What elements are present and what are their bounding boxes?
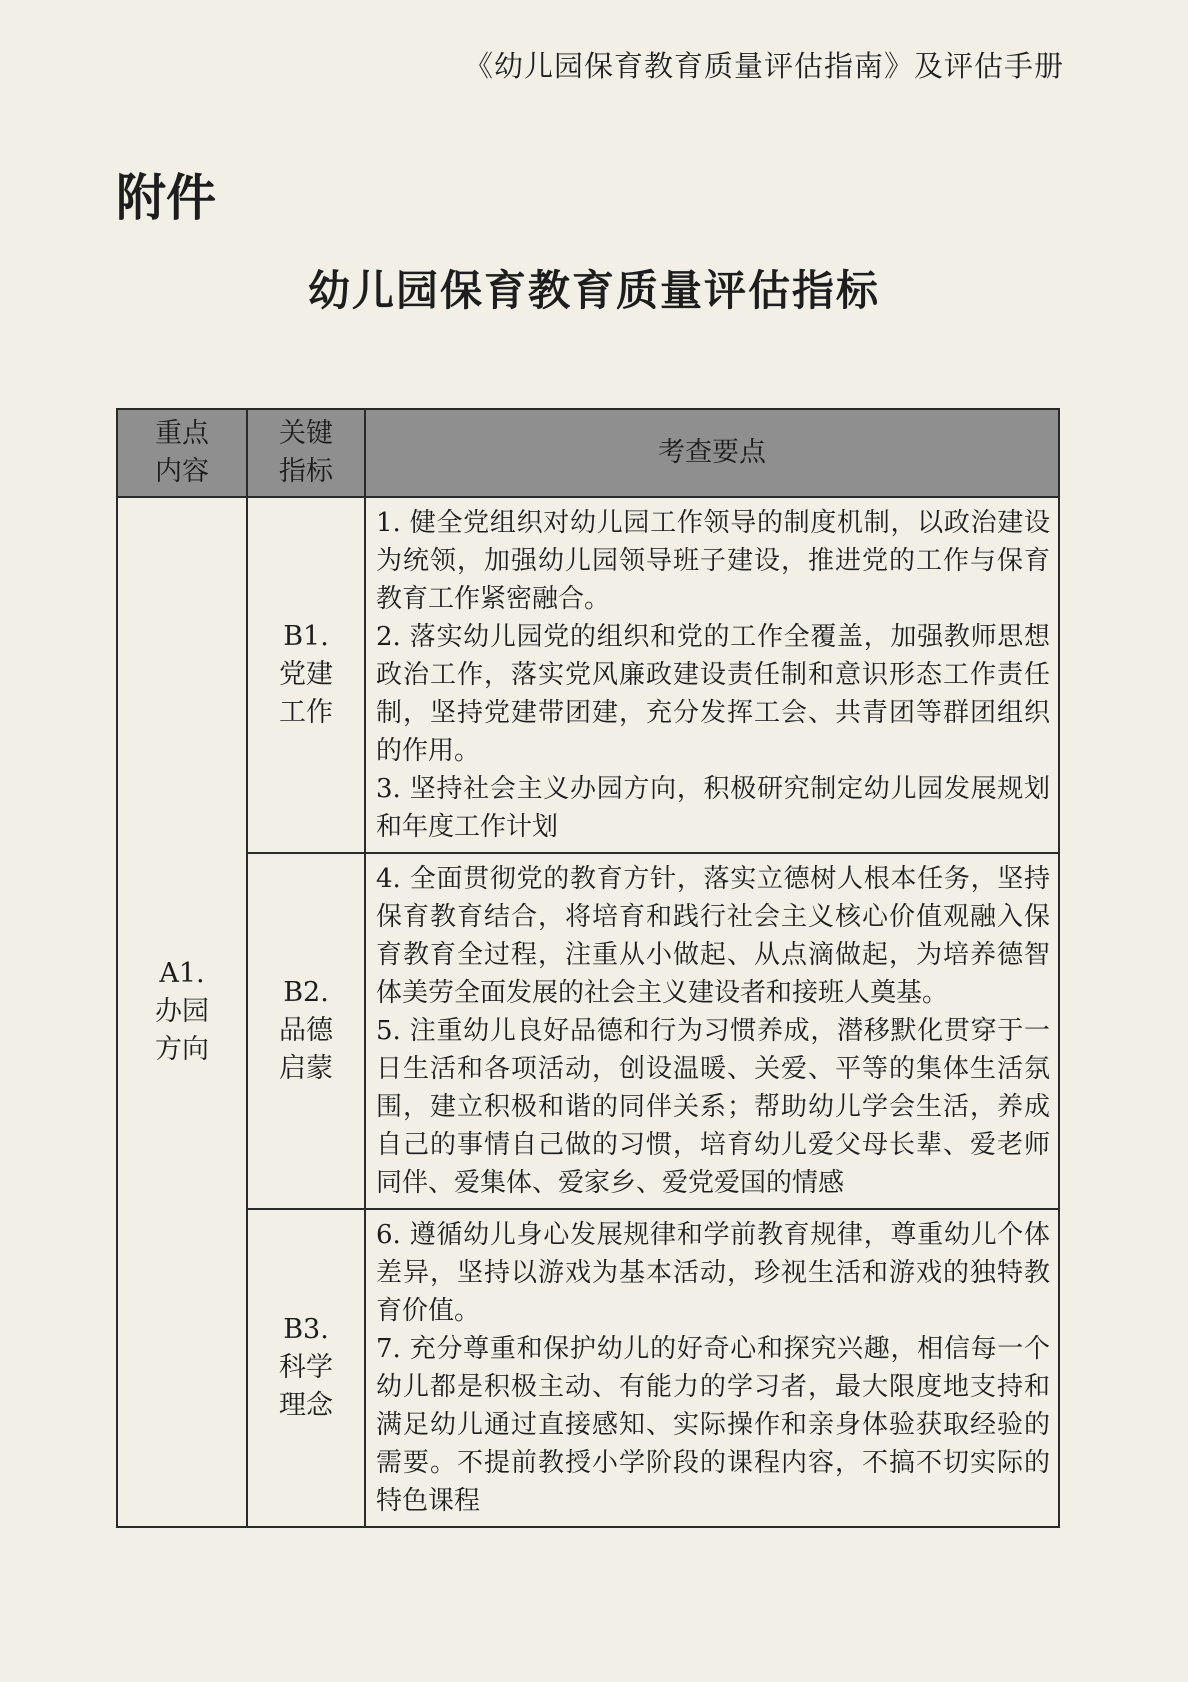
header-key-indicator-line: 关键 [279, 418, 333, 449]
check-point: 4. 全面贯彻党的教育方针，落实立德树人根本任务，坚持保育教育结合，将培育和践行社会主义核心价值观融入保育教育全过程，注重从小做起、从点滴做起，为培养德智体美劳全面发展的社会主义建设者和接班人奠基。 [376, 864, 1050, 1008]
check-point: 6. 遵循幼儿身心发展规律和学前教育规律，尊重幼儿个体差异，坚持以游戏为基本活动，珍视生活和游戏的独特教育价值。 [376, 1220, 1050, 1326]
focus-area-cell [117, 497, 247, 1527]
indicator-name-line: 党建 [279, 659, 333, 690]
check-point: 2. 落实幼儿园党的组织和党的工作全覆盖，加强教师思想政治工作，落实党风廉政建设责任制和意识形态工作责任制，坚持党建带团建，充分发挥工会、共青团等群团组织的作用。 [376, 622, 1050, 766]
indicator-cell [247, 497, 365, 853]
focus-area-code: A1. [159, 958, 205, 989]
attachment-label: 附件 [116, 169, 216, 227]
indicator-code: B3. [283, 1314, 329, 1345]
indicator-name-line: 启蒙 [279, 1053, 333, 1084]
indicator-name-line: 科学 [279, 1352, 333, 1383]
check-points-cell [365, 1209, 1059, 1527]
table-row [117, 853, 1059, 1209]
document-title: 幼儿园保育教育质量评估指标 [307, 266, 880, 315]
header-focus-area-line: 内容 [155, 456, 209, 487]
table-row [117, 1209, 1059, 1527]
check-point: 1. 健全党组织对幼儿园工作领导的制度机制，以政治建设为统领，加强幼儿园领导班子建设，推进党的工作与保育教育工作紧密融合。 [376, 508, 1050, 614]
running-header: 《幼儿园保育教育质量评估指南》及评估手册 [463, 49, 1064, 83]
check-points-cell [365, 497, 1059, 853]
header-key-indicator [247, 409, 365, 497]
indicator-name-line: 品德 [279, 1015, 333, 1046]
indicator-code: B2. [283, 977, 329, 1008]
focus-area-name-line: 办园 [155, 996, 209, 1027]
indicator-cell [247, 1209, 365, 1527]
indicator-code: B1. [283, 621, 329, 652]
indicator-table [116, 408, 1060, 1528]
indicator-cell [247, 853, 365, 1209]
focus-area-name-line: 方向 [155, 1034, 209, 1065]
check-point: 5. 注重幼儿良好品德和行为习惯养成，潜移默化贯穿于一日生活和各项活动，创设温暖、关爱、平等的集体生活氛围，建立积极和谐的同伴关系；帮助幼儿学会生活，养成自己的事情自己做的习惯，培育幼儿爱父母长辈、爱老师同伴、爱集体、爱家乡、爱党爱国的情感 [376, 1016, 1050, 1198]
indicator-name-line: 工作 [279, 697, 333, 728]
header-check-points: 考查要点 [365, 409, 1059, 497]
header-key-indicator-line: 指标 [279, 456, 333, 487]
check-point: 7. 充分尊重和保护幼儿的好奇心和探究兴趣，相信每一个幼儿都是积极主动、有能力的学习者，最大限度地支持和满足幼儿通过直接感知、实际操作和亲身体验获取经验的需要。不提前教授小学阶段的课程内容，不搞不切实际的特色课程 [376, 1334, 1050, 1516]
check-point: 3. 坚持社会主义办园方向，积极研究制定幼儿园发展规划和年度工作计划 [376, 774, 1050, 842]
indicator-name-line: 理念 [279, 1390, 333, 1421]
header-focus-area-line: 重点 [155, 418, 209, 449]
header-focus-area [117, 409, 247, 497]
table-header-row [117, 409, 1059, 497]
check-points-cell [365, 853, 1059, 1209]
table-row [117, 497, 1059, 853]
